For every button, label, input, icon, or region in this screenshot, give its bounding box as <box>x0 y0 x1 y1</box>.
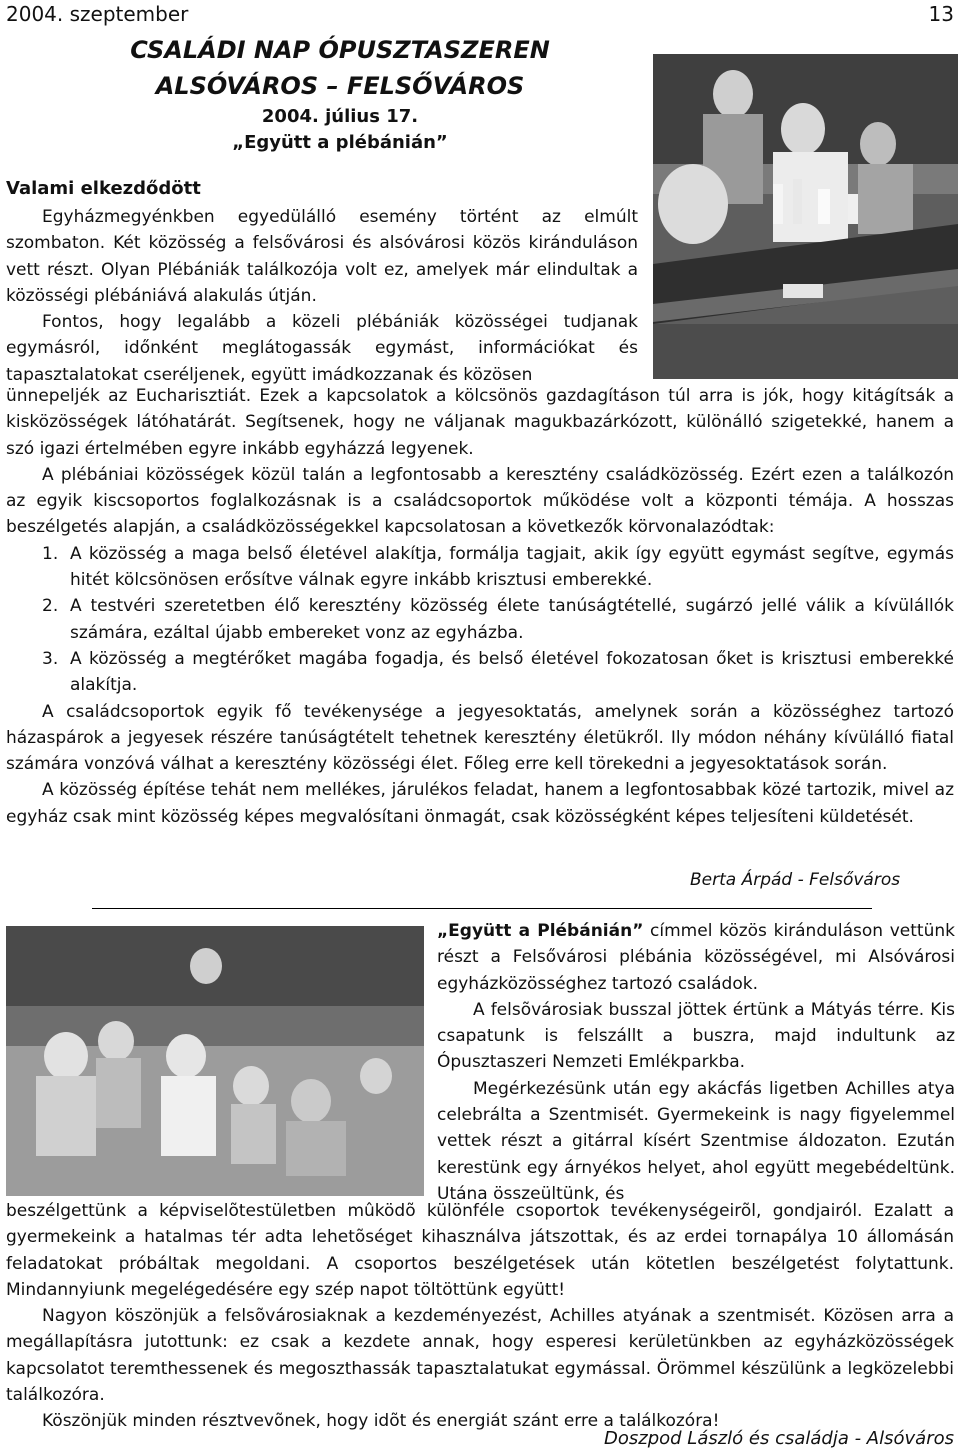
section1-paragraph: ünnepeljék az Eucharisztiát. Ezek a kapcsolatok a kölcsönös gazdagításon túl arra is jók, hogy kitágítsák a kisközösségek látóhatárát. Segítsenek, hogy ne váljanak magukbazárkózott, különálló szigetekké, hanem a szó igazi értelmében egyre inkább egyházzá legyenek. <box>6 386 954 459</box>
section1-column-text <box>6 204 638 388</box>
list-item <box>6 646 954 699</box>
list-item-number: 2. <box>42 596 59 617</box>
section1-paragraph: Fontos, hogy legalább a közeli plébániák közösségei tudjanak egymásról, időnként meglátogassák egymást, információkat és tapasztalatokat cseréljenek, együtt imádkozzanak és közösen <box>6 312 638 385</box>
section2-paragraph: Megérkezésünk után egy akácfás ligetben Achilles atya celebrálta a Szentmisét. Gyermekeink is nagy figyelemmel vettek részt a gitárral kísért Szentmise áldozaton. Ezután kerestünk egy árnyékos helyet, ahol együtt megebédeltünk. Utána összeültünk, és <box>437 1078 955 1204</box>
list-item <box>6 541 954 594</box>
list-item <box>6 593 954 646</box>
section2-column-text <box>437 918 955 1207</box>
page-number: 13 <box>928 2 954 26</box>
section1-paragraph: A családcsoportok egyik fő tevékenysége a jegyesoktatás, amelynek során a közösséghez tartozó házaspárok a jegyesek részére tanúságtételt tehetnek keresztény életükről. Ily módon néhány kívülálló fiatal számára vonzóvá válhat a keresztény közösségi élet. Főleg erre kell törekedni a jegyesoktatások során. <box>6 701 954 775</box>
list-item-text: A testvéri szeretetben élő keresztény közösség élete tanúságtétellé, sugárzó jellé válik a kívülállók számára, ezáltal újabb embereket vonz az egyházba. <box>70 596 954 643</box>
section-divider <box>92 908 872 909</box>
section1-paragraph: A közösség építése tehát nem mellékes, járulékos feladat, hanem a legfontosabbak közé tartozik, mivel az egyház csak mint közösség képes megvalósítani önmagát, csak közösségként képes teljesíteni küldetését. <box>6 780 954 827</box>
section2-paragraph: Köszönjük minden résztvevõnek, hogy idõt és energiát szánt erre a találkozóra! <box>42 1411 720 1432</box>
list-item-number: 3. <box>42 648 59 669</box>
section2-paragraph: beszélgettünk a képviselõtestületben mûködõ különféle csoportok tevékenységeirõl, gondjairól. Ezalatt a gyermekeink a hatalmas tér adta lehetõséget kihasználva játszottak, és az erdei tornapálya 10 állomásán feladatokat próbáltak megoldani. A csoportos beszélgetések után kötetlen beszélgetést folytattunk. Mindannyiunk megelégedésére egy szép napot töltöttünk együtt! <box>6 1201 954 1300</box>
page-header-date: 2004. szeptember <box>6 2 189 26</box>
list-item-text: A közösség a megtérőket magába fogadja, és belső életével fokozatosan őket is krisztusi emberekké alakítja. <box>70 648 954 696</box>
section1-paragraph: Egyházmegyénkben egyedülálló esemény történt az elmúlt szombaton. Két közösség a felsővárosi és alsóvárosi közös kiránduláson vett részt. Olyan Plébániák találkozója volt ez, amelyek már elindultak a közösségi plébániává alakulás útján. <box>6 207 638 306</box>
article-motto: „Együtt a plébánián” <box>232 132 448 153</box>
article-title-line2: ALSÓVÁROS – FELSŐVÁROS <box>155 72 525 100</box>
article-title-line1: CSALÁDI NAP ÓPUSZTASZEREN <box>130 36 550 64</box>
picnic-table-photo-drawing <box>653 54 958 379</box>
section1-paragraph: A plébániai közösségek közül talán a legfontosabb a keresztény családközösség. Ezért ezen a találkozón az egyik kiscsoportos foglalkozásnak is a családcsoportok működése volt a központi témája. A hosszas beszélgetés alapján, a családközösségekkel kapcsolatosan a következők körvonalazódtak: <box>6 464 954 538</box>
section2-full-text <box>6 1198 954 1435</box>
section2-paragraph <box>437 918 955 997</box>
families-on-grass-photo-drawing <box>6 926 424 1196</box>
section1-heading: Valami elkezdődött <box>6 178 201 199</box>
section2-paragraph: A felsõvárosiak busszal jöttek értünk a Mátyás térre. Kis csapatunk is felszállt a buszra, majd indultunk az Ópusztaszeri Nemzeti Emlékparkba. <box>437 999 955 1073</box>
section2-paragraph: Nagyon köszönjük a felsõvárosiaknak a kezdeményezést, Achilles atyának a szentmisét. Közösen arra a megállapításra jutottunk: ez csak a kezdete annak, hogy esperesi kerületünkben az egyházközösségek kapcsolatot teremthessenek és megoszthassák tapasztalatukat egymással. Örömmel készülünk a legközelebbi találkozóra. <box>6 1306 954 1406</box>
picnic-table-photo <box>653 54 958 379</box>
section2-lead-rest: címmel közös kiránduláson vettünk részt a Felsővárosi plébánia közösségével, mi Alsóvárosi egyházközösséghez tartozó családok. <box>437 921 955 994</box>
list-item-number: 1. <box>42 543 59 564</box>
section1-signature: Berta Árpád - Felsőváros <box>690 870 901 890</box>
section2-signature: Doszpod László és családja - Alsóváros <box>604 1428 954 1449</box>
article-date: 2004. július 17. <box>261 106 419 127</box>
families-on-grass-photo <box>6 926 424 1196</box>
section1-full-text <box>6 383 954 830</box>
section2-lead-title: „Együtt a Plébánián” <box>437 921 644 941</box>
list-item-text: A közösség a maga belső életével alakítja, formálja tagjait, akik így együtt egymást segítve, egymás hitét kölcsönösen erősítve válnak egyre inkább krisztusi emberekké. <box>70 543 954 591</box>
section2-lead <box>437 921 955 994</box>
